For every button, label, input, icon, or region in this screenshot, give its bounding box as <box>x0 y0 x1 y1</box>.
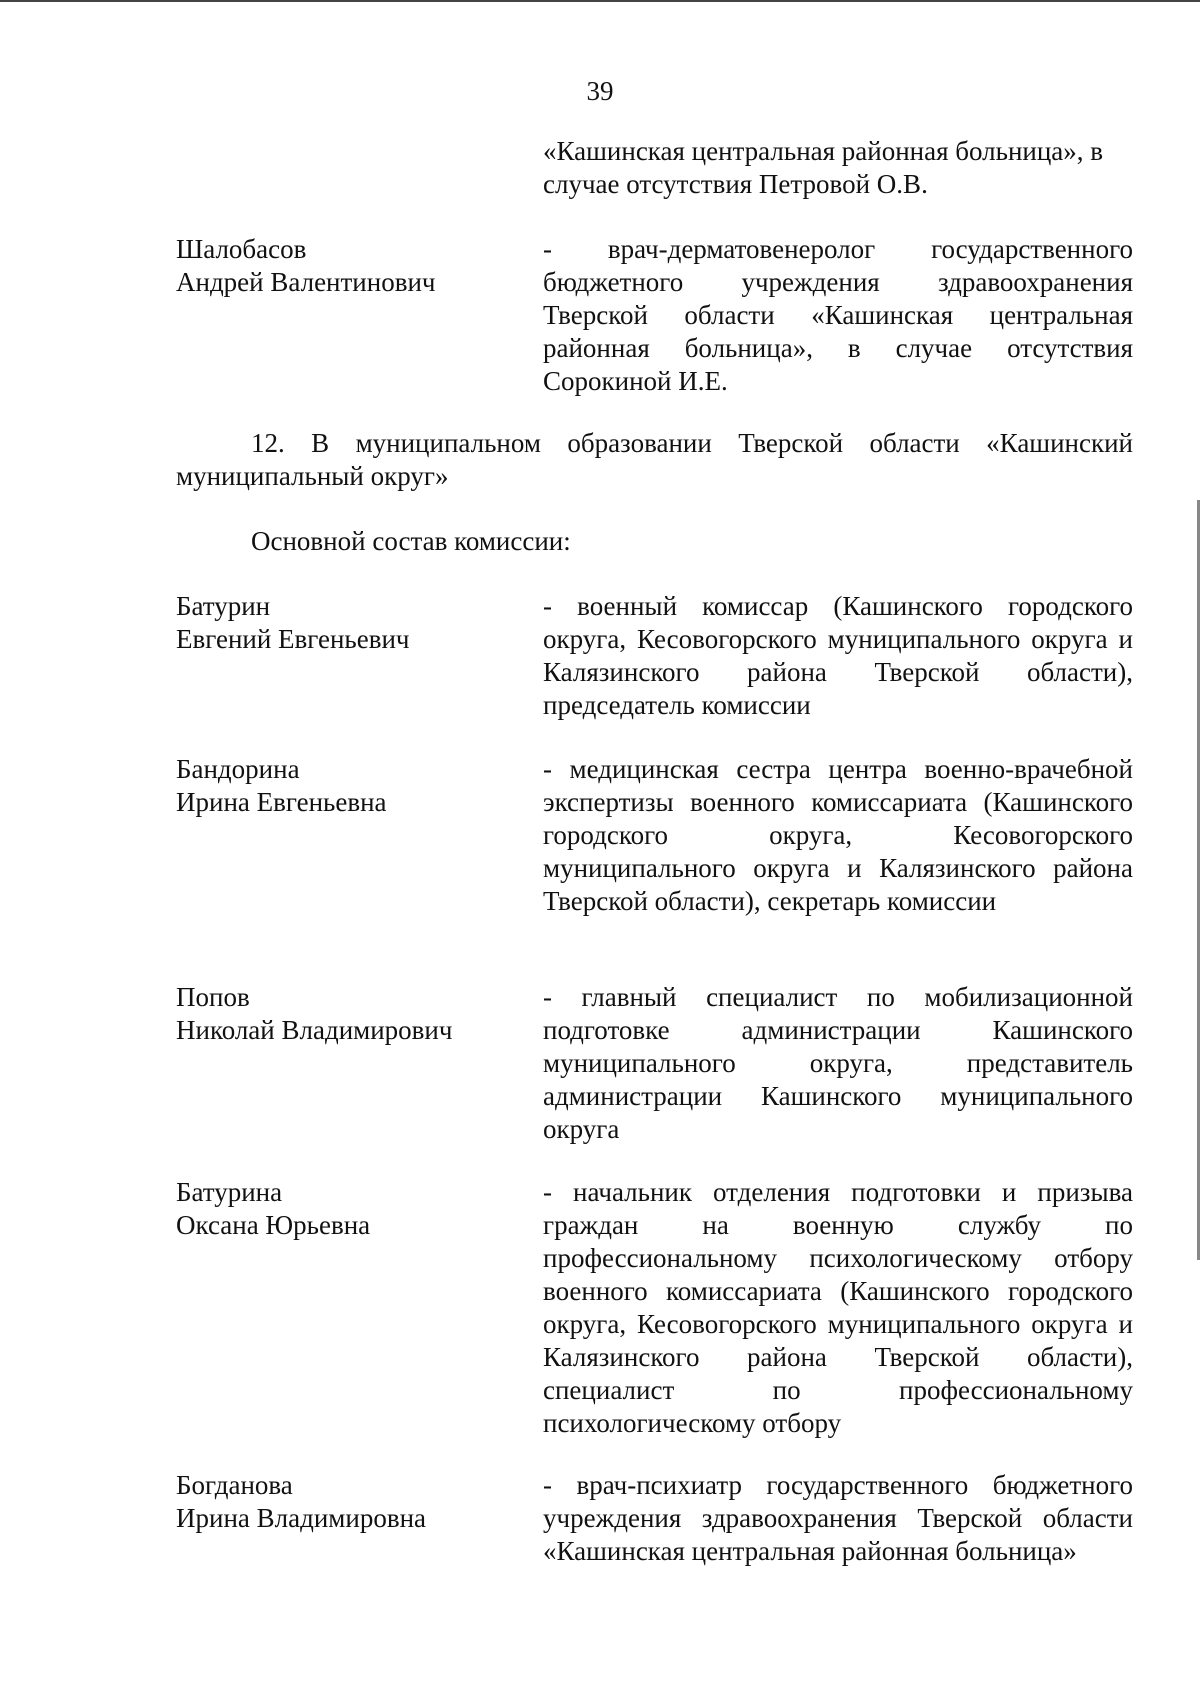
member-given-names: Оксана Юрьевна <box>176 1210 371 1240</box>
scan-edge-top <box>0 0 1200 2</box>
section-subheading: Основной состав комиссии: <box>251 526 571 556</box>
member-name <box>176 753 516 819</box>
continuation-text: «Кашинская центральная районная больница», в случае отсутствия Петровой О.В. <box>543 136 1104 199</box>
member-surname: Попов <box>176 982 250 1012</box>
member-surname: Батурин <box>176 591 271 621</box>
member-name <box>176 981 516 1047</box>
member-given-names: Ирина Владимировна <box>176 1503 427 1533</box>
member-given-names: Андрей Валентинович <box>176 267 436 297</box>
member-role: - главный специалист по мобилизационной подготовке администрации Кашинского муниципального округа, представитель администрации Кашинского муниципального округа <box>543 982 1133 1144</box>
member-given-names: Евгений Евгеньевич <box>176 624 410 654</box>
member-surname: Шалобасов <box>176 234 307 264</box>
section-heading: 12. В муниципальном образовании Тверской области «Кашинский муниципальный округ» <box>176 428 1133 491</box>
member-given-names: Николай Владимирович <box>176 1015 453 1045</box>
member-surname: Бандорина <box>176 754 300 784</box>
member-surname: Богданова <box>176 1470 293 1500</box>
member-name <box>176 1469 516 1535</box>
member-role: - военный комиссар (Кашинского городского округа, Кесовогорского муниципального округа и Калязинского района Тверской области), председатель комиссии <box>543 591 1133 720</box>
member-role: - врач-дерматовенеролог государственного бюджетного учреждения здравоохранения Тверской области «Кашинская центральная районная больница», в случае отсутствия Сорокиной И.Е. <box>543 234 1133 396</box>
member-given-names: Ирина Евгеньевна <box>176 787 387 817</box>
member-name <box>176 233 516 299</box>
member-name <box>176 1176 516 1242</box>
member-role: - медицинская сестра центра военно-врачебной экспертизы военного комиссариата (Кашинского городского округа, Кесовогорского муниципального округа и Калязинского района Тверской области), секретарь комиссии <box>543 754 1133 916</box>
page-number: 39 <box>586 76 614 106</box>
member-role: - начальник отделения подготовки и призыва граждан на военную службу по профессиональному психологическому отбору военного комиссариата (Кашинского городского округа, Кесовогорского муниципального округа и Калязинского района Тверской области), специалист по профессиональному психологическому отбору <box>543 1177 1133 1438</box>
member-role: - врач-психиатр государственного бюджетного учреждения здравоохранения Тверской области «Кашинская центральная районная больница» <box>543 1470 1133 1566</box>
member-surname: Батурина <box>176 1177 283 1207</box>
member-name <box>176 590 516 656</box>
